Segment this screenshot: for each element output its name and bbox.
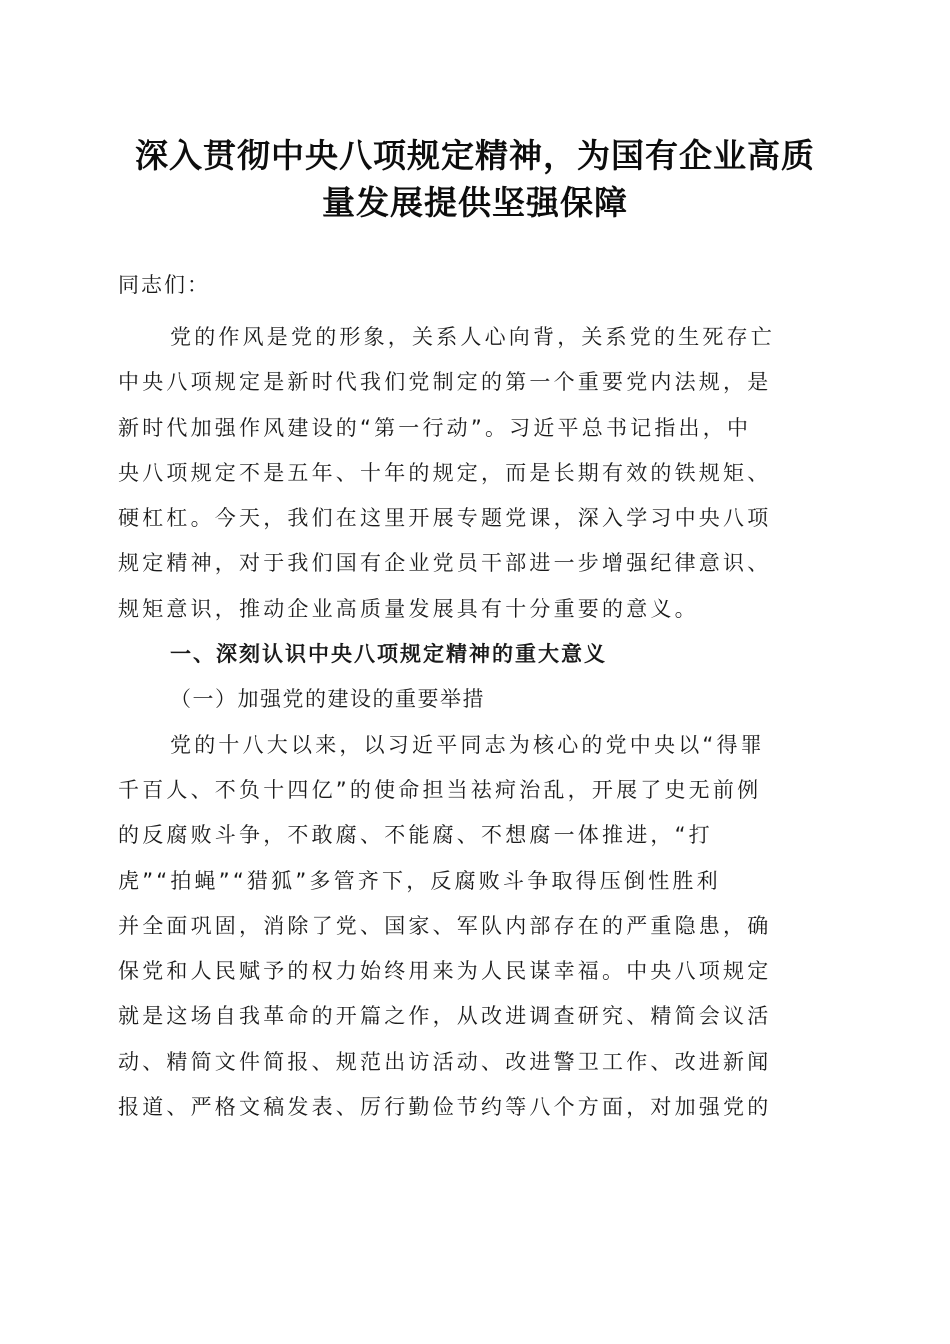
paragraph-1-line: 规矩意识，推动企业高质量发展具有十分重要的意义。 xyxy=(118,596,699,621)
paragraph-2-line: 并全面巩固，消除了党、国家、军队内部存在的严重隐患，确 xyxy=(118,913,772,938)
paragraph-1-line: 央八项规定不是五年、十年的规定，而是长期有效的铁规矩、 xyxy=(118,460,772,485)
title-line-2: 量发展提供坚强保障 xyxy=(322,183,628,222)
paragraph-1-line: 硬杠杠。今天，我们在这里开展专题党课，深入学习中央八项 xyxy=(118,506,772,531)
paragraph-1-line: 党的作风是党的形象，关系人心向背，关系党的生死存亡 xyxy=(170,325,775,349)
title-line-1: 深入贯彻中央八项规定精神，为国有企业高质 xyxy=(135,136,815,175)
section-heading: 一、深刻认识中央八项规定精神的重大意义 xyxy=(170,642,607,667)
document-body xyxy=(118,315,832,1130)
paragraph-2-line: 动、精简文件简报、规范出访活动、改进警卫工作、改进新闻 xyxy=(118,1049,772,1074)
subsection-heading: （一）加强党的建设的重要举措 xyxy=(170,687,485,712)
paragraph-2-line: 保党和人民赋予的权力始终用来为人民谋幸福。中央八项规定 xyxy=(118,959,772,984)
paragraph-1-line: 中央八项规定是新时代我们党制定的第一个重要党内法规，是 xyxy=(118,370,772,395)
paragraph-2-line: 党的十八大以来，以习近平同志为核心的党中央以“得罪 xyxy=(170,732,765,757)
greeting: 同志们： xyxy=(118,273,210,297)
paragraph-2-line: 报道、严格文稿发表、厉行勤俭节约等八个方面，对加强党的 xyxy=(118,1095,772,1120)
paragraph-2-line: 千百人、不负十四亿”的使命担当祛疴治乱，开展了史无前例 xyxy=(118,777,762,802)
paragraph-1-line: 规定精神，对于我们国有企业党员干部进一步增强纪律意识、 xyxy=(118,551,772,576)
paragraph-2-line: 虎”“拍蝇”“猎狐”多管齐下，反腐败斗争取得压倒性胜利 xyxy=(118,868,721,893)
document-title xyxy=(100,132,850,226)
paragraph-2-line: 就是这场自我革命的开篇之作，从改进调查研究、精简会议活 xyxy=(118,1004,772,1029)
paragraph-1-line: 新时代加强作风建设的“第一行动”。习近平总书记指出，中 xyxy=(118,415,752,440)
paragraph-2-line: 的反腐败斗争，不敢腐、不能腐、不想腐一体推进，“打 xyxy=(118,823,713,848)
